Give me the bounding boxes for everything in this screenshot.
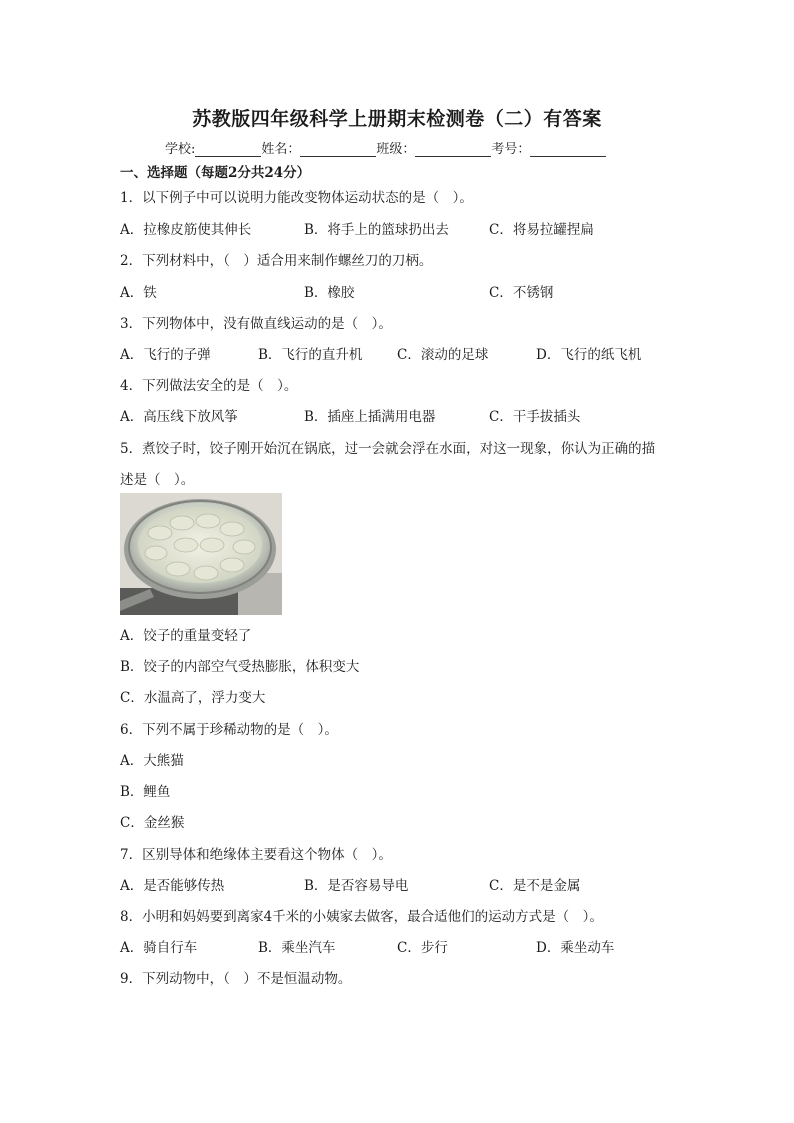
- name-label: 姓名：: [261, 142, 301, 157]
- question-3-option-d: D．飞行的纸飞机: [536, 347, 642, 363]
- question-7-option-a: A．是否能够传热: [120, 878, 225, 894]
- question-7: 7．区别导体和绝缘体主要看这个物体（ ）。: [120, 847, 392, 863]
- question-1: 1．以下例子中可以说明力能改变物体运动状态的是（ ）。: [120, 190, 473, 206]
- question-7-option-b: B．是否容易导电: [304, 878, 409, 894]
- name-blank[interactable]: [300, 142, 376, 157]
- class-label: 班级：: [376, 142, 416, 157]
- question-8-option-a: A．骑自行车: [120, 940, 198, 956]
- question-8-option-b: B．乘坐汽车: [258, 940, 336, 956]
- question-6-option-a: A．大熊猫: [120, 753, 184, 769]
- question-5-option-b: B．饺子的内部空气受热膨胀，体积变大: [120, 659, 360, 675]
- question-6-option-c: C．金丝猴: [120, 815, 185, 831]
- question-4-option-b: B．插座上插满用电器: [304, 409, 436, 425]
- question-5-option-a: A．饺子的重量变轻了: [120, 628, 252, 644]
- question-1-option-b: B．将手上的篮球扔出去: [304, 222, 449, 238]
- question-5: 5．煮饺子时，饺子刚开始沉在锅底，过一会就会浮在水面，对这一现象，你认为正确的描: [120, 441, 656, 457]
- number-label: 考号：: [491, 142, 531, 157]
- student-info-line: [165, 138, 606, 157]
- number-blank[interactable]: [530, 142, 606, 157]
- question-1-option-a: A．拉橡皮筋使其伸长: [120, 222, 252, 238]
- question-6: 6．下列不属于珍稀动物的是（ ）。: [120, 722, 338, 738]
- question-9: 9．下列动物中，（ ）不是恒温动物。: [120, 971, 352, 987]
- question-7-option-c: C．是不是金属: [489, 878, 581, 894]
- dumplings-illustration: [120, 493, 282, 615]
- dumplings-in-pot-photo: [120, 493, 282, 615]
- class-blank[interactable]: [415, 142, 491, 157]
- question-4-option-a: A．高压线下放风筝: [120, 409, 238, 425]
- question-5-continued: 述是（ ）。: [120, 472, 195, 488]
- question-2-option-a: A．铁: [120, 285, 157, 301]
- question-1-option-c: C．将易拉罐捏扁: [489, 222, 594, 238]
- school-blank[interactable]: [195, 142, 261, 157]
- question-6-option-b: B．鲤鱼: [120, 784, 171, 800]
- question-8-option-d: D．乘坐动车: [536, 940, 615, 956]
- school-label: 学校:: [165, 142, 196, 157]
- question-3: 3．下列物体中，没有做直线运动的是（ ）。: [120, 316, 392, 332]
- question-4: 4．下列做法安全的是（ ）。: [120, 378, 298, 394]
- question-5-option-c: C．水温高了，浮力变大: [120, 690, 266, 706]
- question-2-option-c: C．不锈钢: [489, 285, 554, 301]
- section-heading: 一、选择题（每题2分共24分）: [120, 165, 311, 181]
- question-3-option-a: A．飞行的子弹: [120, 347, 211, 363]
- question-2-option-b: B．橡胶: [304, 285, 355, 301]
- question-3-option-c: C．滚动的足球: [397, 347, 489, 363]
- page-title: 苏教版四年级科学上册期末检测卷（二）有答案: [192, 108, 602, 130]
- question-4-option-c: C．干手拔插头: [489, 409, 581, 425]
- question-8: 8．小明和妈妈要到离家4千米的小姨家去做客，最合适他们的运动方式是（ ）。: [120, 909, 603, 925]
- question-2: 2．下列材料中，（ ）适合用来制作螺丝刀的刀柄。: [120, 253, 433, 269]
- question-3-option-b: B．飞行的直升机: [258, 347, 363, 363]
- question-8-option-c: C．步行: [397, 940, 448, 956]
